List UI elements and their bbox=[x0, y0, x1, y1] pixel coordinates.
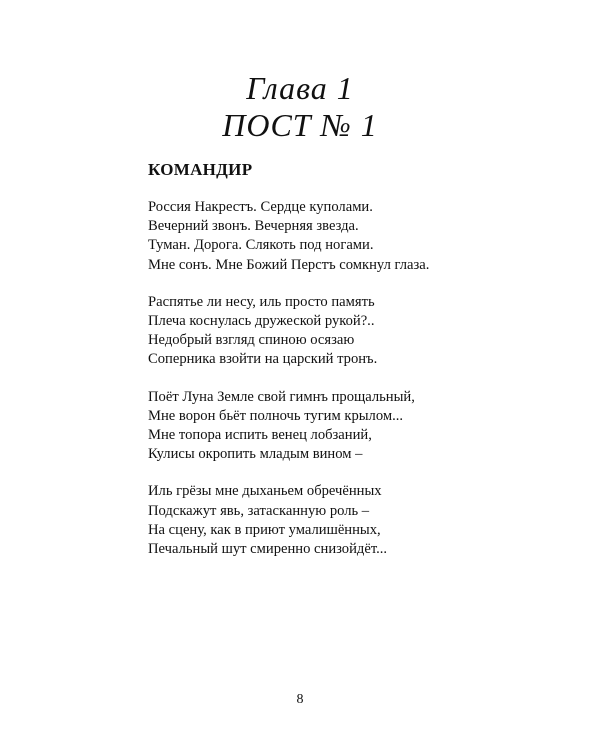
stanza bbox=[148, 482, 568, 559]
chapter-subheading: ПОСТ № 1 bbox=[222, 107, 378, 143]
poem-line: Иль грёзы мне дыханьем обречённых bbox=[148, 483, 382, 500]
poem-line: Недобрый взгляд спиною осязаю bbox=[148, 332, 355, 349]
stanza bbox=[148, 293, 568, 370]
poem-line: Мне ворон бьёт полночь тугим крылом... bbox=[148, 407, 404, 424]
poem-line: Россия Накрестъ. Сердце куполами. bbox=[148, 199, 373, 215]
poem-line: Соперника взойти на царский тронъ. bbox=[148, 351, 378, 368]
poem-line: Плеча коснулась дружеской рукой?.. bbox=[148, 313, 375, 330]
poem-title: КОМАНДИР bbox=[148, 160, 253, 179]
poem-line: Туман. Дорога. Слякоть под ногами. bbox=[148, 237, 374, 254]
poem-line: На сцену, как в приют умалишённых, bbox=[148, 521, 381, 538]
poem-line: Мне топора испить венец лобзаний, bbox=[148, 427, 372, 444]
stanza bbox=[148, 388, 568, 465]
stanza bbox=[148, 198, 568, 275]
chapter-heading: Глава 1 bbox=[246, 70, 354, 106]
poem-line: Поёт Луна Земле свой гимнъ прощальный, bbox=[148, 388, 415, 405]
poem-line: Печальный шут смиренно снизойдёт... bbox=[148, 541, 388, 558]
poem-line: Распятье ли несу, иль просто память bbox=[148, 293, 375, 310]
poem-body bbox=[148, 198, 568, 577]
poem-line: Подскажут явь, затасканную роль – bbox=[148, 502, 370, 519]
poem-line: Вечерний звонъ. Вечерняя звезда. bbox=[148, 218, 359, 235]
page-number: 8 bbox=[296, 692, 304, 707]
poem-line: Кулисы окропить младым вином – bbox=[148, 446, 363, 463]
poem-line: Мне сонъ. Мне Божий Перстъ сомкнул глаза. bbox=[148, 256, 430, 273]
